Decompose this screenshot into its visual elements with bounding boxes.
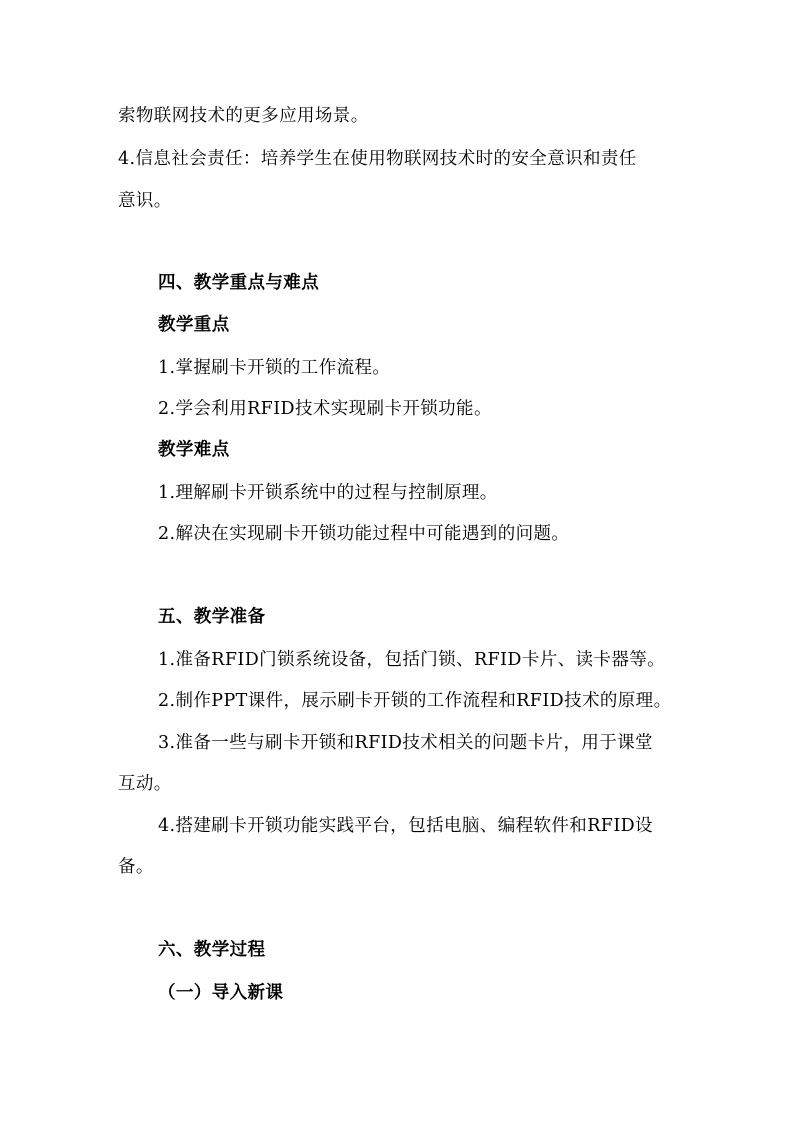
- difficulty-1: 1.理解刷卡开锁系统中的过程与控制原理。: [158, 483, 498, 503]
- prep-item-2: 2.制作PPT课件，展示刷卡开锁的工作流程和RFID技术的原理。: [158, 691, 672, 711]
- continuation-line: 索物联网技术的更多应用场景。: [118, 106, 369, 126]
- prep-item-3-line-2: 互动。: [118, 774, 172, 794]
- section-6-subheading: （一）导入新课: [158, 983, 284, 1003]
- prep-item-4-line-1: 4.搭建刷卡开锁功能实践平台，包括电脑、编程软件和RFID设: [158, 816, 653, 836]
- key-points-heading: 教学重点: [158, 315, 230, 335]
- prep-item-1: 1.准备RFID门锁系统设备，包括门锁、RFID卡片、读卡器等。: [158, 650, 666, 670]
- prep-item-3-line-1: 3.准备一些与刷卡开锁和RFID技术相关的问题卡片，用于课堂: [158, 733, 653, 753]
- section-5-heading: 五、教学准备: [158, 607, 266, 627]
- section-6-heading: 六、教学过程: [158, 940, 266, 960]
- section-4-heading: 四、教学重点与难点: [158, 273, 320, 293]
- item-4-line-2: 意识。: [118, 191, 172, 211]
- difficulty-2: 2.解决在实现刷卡开锁功能过程中可能遇到的问题。: [158, 524, 570, 544]
- item-4-line-1: 4.信息社会责任：培养学生在使用物联网技术时的安全意识和责任: [118, 149, 637, 169]
- difficulties-heading: 教学难点: [158, 440, 230, 460]
- key-point-1: 1.掌握刷卡开锁的工作流程。: [158, 358, 391, 378]
- key-point-2: 2.学会利用RFID技术实现刷卡开锁功能。: [158, 399, 492, 419]
- prep-item-4-line-2: 备。: [118, 857, 154, 877]
